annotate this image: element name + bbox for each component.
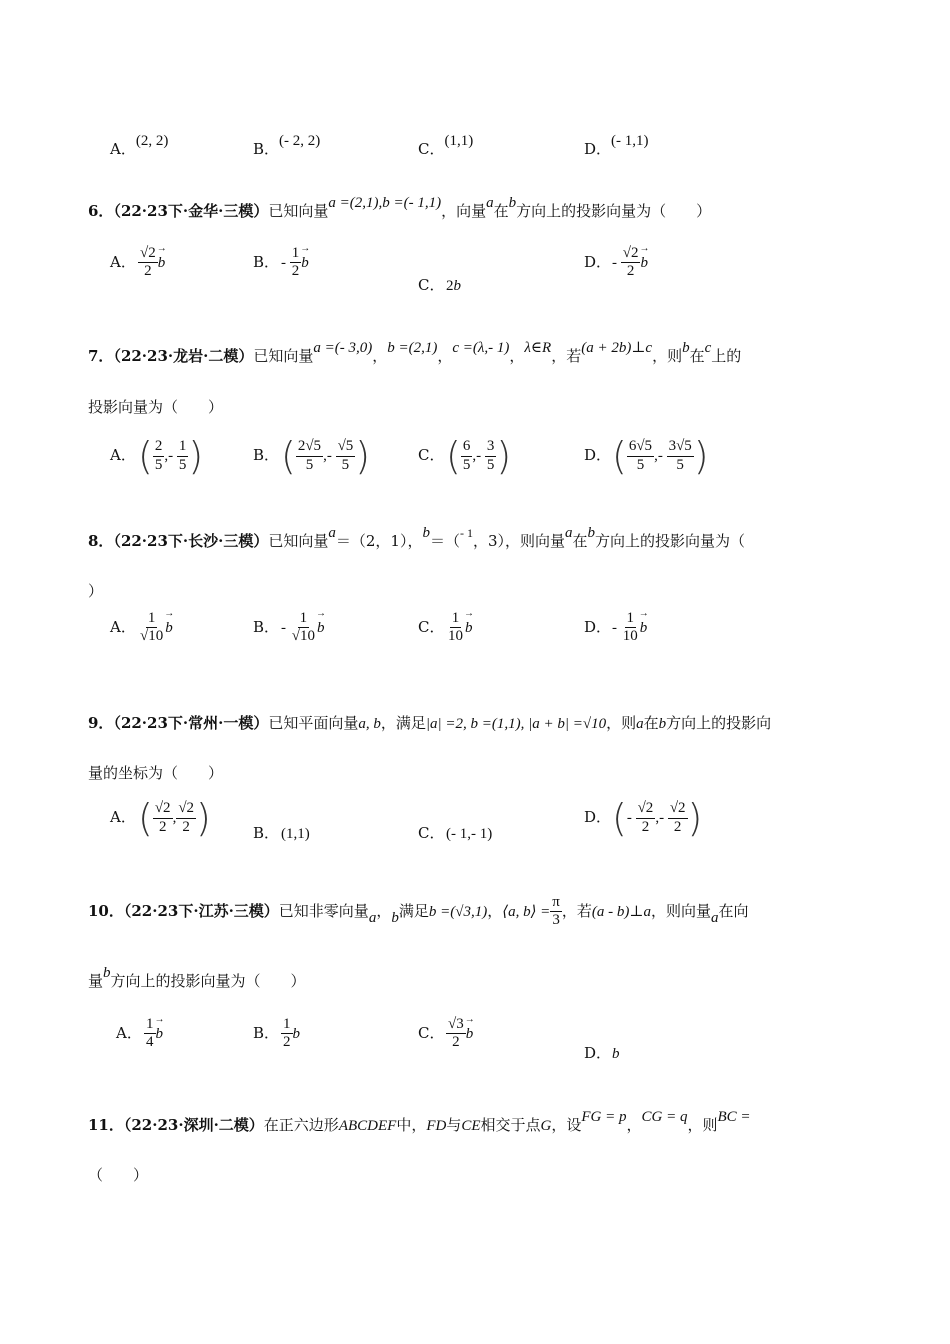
q10-option-d[interactable] (584, 1042, 620, 1063)
right-paren: ) (687, 796, 703, 840)
option-value: (- 2, 2) (279, 133, 321, 149)
option-value: (1,1) (444, 133, 474, 149)
denominator: 2 (283, 1034, 291, 1051)
numerator: 1 (290, 245, 302, 263)
question-number: 10． (88, 901, 124, 920)
q6-option-c[interactable] (418, 274, 461, 295)
q7-option-b[interactable] (253, 434, 370, 478)
vector: → b (165, 620, 173, 637)
q5-option-a[interactable] (110, 133, 169, 159)
math: b =(√3,1) (428, 903, 488, 920)
text: ， (487, 901, 503, 920)
text: ，3），则向量 (472, 532, 566, 550)
vector: → b (640, 620, 648, 637)
sign: - (626, 810, 636, 826)
fraction (621, 610, 640, 646)
text: ，设 (551, 1116, 582, 1134)
math: G (540, 1118, 552, 1134)
text: 方向上的投影向量为（ ） (110, 972, 306, 990)
math: |a| =2, b =(1,1), |a + b| =√10 (425, 716, 607, 732)
vector: → b (158, 255, 166, 272)
math: (a + 2b)⊥c (581, 340, 653, 356)
left-paren: ( (138, 434, 153, 478)
option-label: B． (253, 446, 280, 464)
question-number: 8． (88, 532, 114, 550)
numerator: √2 (153, 800, 173, 818)
separator: ,- (654, 448, 667, 464)
separator: ,- (164, 448, 177, 464)
text: ，则 (606, 714, 637, 732)
fraction (446, 1016, 466, 1052)
q5-option-d[interactable] (584, 133, 649, 159)
math: FG = p (581, 1109, 627, 1125)
fraction (336, 438, 356, 474)
numerator: √2 (668, 800, 688, 818)
text: 已知向量 (268, 202, 329, 220)
text: 在 (689, 347, 705, 365)
fraction (636, 800, 656, 836)
numerator: 3√5 (667, 438, 694, 456)
math: a (711, 909, 719, 926)
q8-option-b[interactable] (253, 610, 324, 646)
option-label: B． (253, 140, 280, 158)
q10-option-c[interactable] (418, 1016, 473, 1052)
option-label: D． (584, 140, 612, 158)
text: 已知向量 (268, 532, 329, 550)
option-label: A． (110, 446, 136, 464)
separator: , (172, 810, 177, 826)
fraction (667, 438, 694, 474)
vector: b (453, 278, 461, 294)
q7-option-d[interactable] (584, 434, 709, 478)
option-label: B． (253, 824, 280, 842)
denominator: 4 (146, 1034, 154, 1051)
text: 在 (643, 714, 659, 732)
q9-option-b[interactable] (253, 822, 310, 843)
text: 已知平面向量 (268, 714, 359, 732)
right-paren: ) (188, 434, 204, 478)
option-label: D． (584, 1044, 612, 1062)
question-6-stem (88, 195, 712, 221)
question-source: （22·23下·长沙·三模） (113, 532, 269, 550)
vector: → b (156, 1026, 164, 1043)
q9-option-a[interactable] (110, 796, 211, 840)
sign: - (281, 254, 290, 271)
denominator: 5 (341, 456, 350, 473)
numerator: √2 (636, 800, 656, 818)
numerator: 2√5 (296, 438, 323, 456)
vector: b (612, 1046, 620, 1062)
math: a (636, 716, 644, 732)
question-source: （22·23下·金华·三模） (113, 202, 269, 220)
q6-option-b[interactable] (253, 245, 309, 281)
numerator: √2 (176, 800, 196, 818)
fraction (461, 438, 473, 474)
question-number: 6． (88, 202, 114, 220)
math: b (658, 716, 667, 732)
question-source: （22·23·深圳·二模） (123, 1116, 264, 1134)
numerator: √2 (138, 245, 158, 263)
fraction (446, 610, 465, 646)
text: 量 (88, 972, 104, 990)
numerator: 1 (625, 610, 637, 628)
vector: → b (466, 1026, 474, 1043)
math: BC = (717, 1109, 751, 1125)
fraction (621, 245, 641, 281)
option-label: A． (110, 252, 136, 271)
left-paren: ( (612, 434, 627, 478)
text: 已知非零向量 (278, 901, 369, 920)
text: 在正六边形 (263, 1116, 339, 1134)
text: 相交于点 (480, 1116, 541, 1134)
text: ，若 (551, 347, 582, 365)
right-paren: ) (693, 434, 709, 478)
denominator: 3 (552, 912, 560, 929)
question-9-stem (88, 712, 771, 733)
sign: - (612, 619, 621, 636)
denominator: 5 (462, 456, 471, 473)
numerator: π (550, 894, 562, 912)
numerator: 2 (153, 438, 165, 456)
q6-option-d[interactable] (584, 245, 648, 281)
numerator: 1 (298, 610, 310, 628)
option-label: C． (418, 140, 445, 158)
denominator: 5 (636, 456, 645, 473)
denominator: 5 (305, 456, 314, 473)
q7-option-c[interactable] (418, 434, 511, 478)
math: c =(λ,- 1) (452, 340, 510, 356)
text: ＝（2，1）， (335, 532, 423, 550)
text: ， (626, 1116, 642, 1134)
option-label: A． (110, 808, 136, 826)
numerator: 1 (450, 610, 462, 628)
q9-option-d[interactable] (584, 796, 702, 840)
q8-option-c[interactable] (418, 610, 473, 646)
math: a (368, 909, 377, 926)
question-9-line2: 量的坐标为（ ） (88, 764, 224, 782)
denominator: 2 (144, 263, 152, 280)
math: CE (461, 1118, 481, 1134)
question-number: 7． (88, 347, 114, 365)
text: 已知向量 (253, 347, 314, 365)
text: ＝（ (429, 532, 460, 550)
question-7-line2: 投影向量为（ ） (88, 398, 224, 416)
option-value: (- 1,- 1) (446, 826, 493, 842)
option-label: A． (110, 617, 136, 636)
text: 在 (572, 532, 588, 550)
question-11-line2: （ ） (88, 1166, 149, 1184)
left-paren: ( (138, 796, 153, 840)
text: ，向量 (441, 202, 487, 220)
option-label: C． (418, 1023, 445, 1042)
option-label: D． (584, 446, 612, 464)
denominator: 2 (158, 818, 167, 835)
text: 上的 (711, 347, 742, 365)
denominator: 5 (486, 456, 495, 473)
denominator: 10 (448, 628, 463, 645)
math: c (704, 340, 712, 356)
math: a =(2,1),b =(- 1,1) (328, 195, 442, 211)
text: ，则 (652, 347, 683, 365)
math: b (103, 965, 111, 981)
left-paren: ( (281, 434, 296, 478)
question-8-stem (88, 525, 746, 551)
fraction (550, 894, 562, 930)
denominator: 2 (626, 263, 635, 280)
numerator: 1 (144, 1016, 156, 1034)
question-source: （22·23下·江苏·三模） (123, 901, 279, 920)
numerator: 3 (485, 438, 497, 456)
text: ， (437, 347, 453, 365)
text: 在向 (718, 901, 749, 920)
text: ，则 (687, 1116, 718, 1134)
left-paren: ( (446, 434, 461, 478)
option-label: B． (253, 252, 280, 271)
math: ABCDEF (338, 1118, 397, 1134)
option-label: B． (253, 1023, 280, 1042)
math: - 1 (459, 526, 473, 540)
math: b (587, 525, 596, 541)
math: b (422, 525, 430, 541)
option-value: (1,1) (281, 826, 310, 842)
numerator: 6 (461, 438, 473, 456)
numerator: 1 (146, 610, 158, 628)
fraction (138, 245, 158, 281)
text: ， (509, 347, 525, 365)
fraction (153, 438, 165, 474)
denominator: 2 (452, 1034, 460, 1051)
text: 方向上的投影向量为（ (595, 532, 746, 550)
option-label: A． (110, 140, 136, 158)
math: ⟨a, b⟩ = (502, 903, 551, 920)
separator: ,- (655, 810, 668, 826)
denominator: 2 (673, 818, 682, 835)
text: 满足 (398, 901, 429, 920)
question-10-stem (88, 894, 749, 930)
fraction (153, 800, 173, 836)
denominator: 2 (182, 818, 190, 835)
denominator: √10 (291, 628, 315, 645)
fraction (138, 610, 165, 646)
coefficient: 2 (446, 278, 454, 294)
option-label: D． (584, 617, 612, 636)
math: (a - b)⊥a (591, 903, 651, 920)
q9-option-c[interactable] (418, 822, 492, 843)
option-label: D． (584, 808, 612, 826)
sign: - (281, 619, 290, 636)
option-label: C． (418, 617, 445, 636)
text: 中， (396, 1116, 427, 1134)
text: 与 (446, 1116, 462, 1134)
right-paren: ) (355, 434, 371, 478)
denominator: 2 (291, 263, 300, 280)
fraction (177, 438, 189, 474)
denominator: 5 (154, 456, 163, 473)
vector: → b (301, 255, 309, 272)
q6-option-a[interactable] (110, 245, 165, 281)
vector: b (292, 1025, 300, 1042)
q10-option-a[interactable] (116, 1016, 163, 1052)
math: b (682, 340, 690, 356)
right-paren: ) (196, 796, 211, 840)
fraction (176, 800, 196, 836)
text: 方向上的投影向量为（ ） (516, 202, 712, 220)
q5-option-c[interactable] (418, 133, 474, 159)
separator: ,- (472, 448, 485, 464)
numerator: 1 (177, 438, 189, 456)
text: ， (376, 901, 392, 920)
math: CG = q (641, 1109, 688, 1125)
text: 在 (493, 202, 509, 220)
option-label: A． (116, 1023, 142, 1042)
math: b (391, 909, 399, 926)
text: ，则向量 (650, 901, 711, 920)
fraction (485, 438, 497, 474)
denominator: 5 (178, 456, 187, 473)
question-number: 9． (88, 714, 114, 732)
math: a (328, 525, 336, 541)
fraction (627, 438, 654, 474)
question-10-line2 (88, 965, 306, 991)
q5-option-b[interactable] (253, 133, 321, 159)
question-7-stem (88, 340, 742, 366)
text: ，若 (561, 901, 592, 920)
numerator: 1 (281, 1016, 293, 1034)
vector: → b (317, 620, 325, 637)
text: 方向上的投影向 (666, 714, 772, 732)
question-source: （22·23下·常州·一模） (113, 714, 269, 732)
math: b =(2,1) (387, 340, 438, 356)
question-8-line2: ） (88, 582, 104, 600)
question-11-stem (88, 1109, 751, 1135)
left-paren: ( (612, 796, 627, 840)
math: a (565, 525, 573, 541)
numerator: √2 (621, 245, 641, 263)
text: ，满足 (380, 714, 426, 732)
math: FD (426, 1118, 447, 1134)
question-number: 11． (88, 1116, 124, 1134)
numerator: √3 (446, 1016, 466, 1034)
math: a =(- 3,0) (313, 340, 373, 356)
option-label: C． (418, 446, 445, 464)
numerator: √5 (336, 438, 356, 456)
math: λ∈R (524, 340, 552, 356)
q8-option-d[interactable] (584, 610, 647, 646)
option-label: C． (418, 276, 445, 294)
option-label: D． (584, 252, 612, 271)
math: a (486, 195, 494, 211)
fraction (296, 438, 323, 474)
vector: → b (465, 620, 473, 637)
denominator: √10 (140, 628, 164, 645)
option-value: (2, 2) (135, 133, 169, 149)
separator: ,- (323, 448, 336, 464)
denominator: 2 (641, 818, 650, 835)
math: b (508, 195, 517, 211)
math: a, b (358, 716, 381, 732)
q10-option-b[interactable] (253, 1016, 300, 1052)
sign: - (612, 254, 621, 271)
fraction (281, 1016, 293, 1052)
denominator: 10 (622, 628, 638, 645)
vector: → b (640, 255, 648, 272)
option-value: (- 1,1) (611, 133, 649, 149)
question-source: （22·23·龙岩·二模） (113, 347, 254, 365)
fraction (668, 800, 688, 836)
denominator: 5 (676, 456, 684, 473)
option-label: B． (253, 617, 280, 636)
text: ， (372, 347, 388, 365)
fraction (290, 610, 317, 646)
q8-option-a[interactable] (110, 610, 173, 646)
numerator: 6√5 (627, 438, 654, 456)
right-paren: ) (496, 434, 512, 478)
option-label: C． (418, 824, 445, 842)
q7-option-a[interactable] (110, 434, 203, 478)
